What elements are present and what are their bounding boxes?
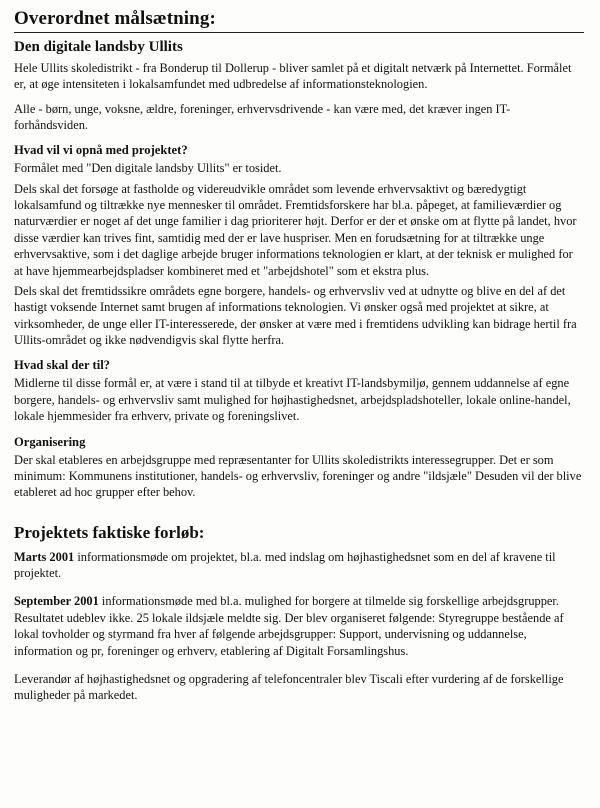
title-divider [14, 32, 584, 33]
goals-paragraph-2: Dels skal det forsøge at fastholde og videreudvikle området som levende erhvervsaktivt og bæredygtigt lokalsamfund og tiltrække nye mennesker til området. Fremtidsforskere har bl.a. påpeget, at familieværdier og naturværdier er noget af det unge familier i dag prioriterer højt. Derfor er der et ønske om at flytte på landet, hvor disse værdier kan trives fint, samtidig med der er lave huspriser. Men en forudsætning for at tiltrække unge erhvervsaktive, som i det daglige arbejde bruger informations teknologien er klart, at der teknisk er mulighed for at have hjemmearbejdspladser kombineret med et "arbejdshotel" som et ekstra plus. [14, 181, 577, 278]
timeline-text-september: informationsmøde med bl.a. mulighed for borgere at tilmelde sig forskellige arbejdsgrupper. Resultatet udeblev ikke. 25 lokale ildsjæle meldte sig. Der blev organiseret følgende: Styregruppe bestående af lokal tovholder og styrmand fra hver af følgende arbejdsgrupper: Support, undervisning og uddannelse, information og pr, foreninger og erhverv, etablering af Digitalt Forsamlingshus. [14, 594, 564, 658]
section-heading-goals: Hvad vil vi opnå med projektet? [14, 143, 188, 158]
timeline-entry-supplier: Leverandør af højhastighedsnet og opgradering af telefoncentraler blev Tiscali efter vurdering af de forskellige muligheder på markedet. [14, 671, 564, 703]
section-heading-organisation: Organisering [14, 434, 86, 449]
timeline-lead-march: Marts 2001 [14, 549, 75, 564]
goals-paragraph-1: Formålet med "Den digitale landsby Ullits" er tosidet. [14, 161, 282, 176]
requirements-paragraph-1: Midlerne til disse formål er, at være i stand til at tilbyde et kreativt IT-landsbymiljø, gennem uddannelse af egne borgere, handels- og erhvervsliv samt mulighed for højhastighedsnet, arbejdspladshoteller, lokale online-handel, lokale hjemmesider fra erhverv, private og foreningslivet. [14, 376, 571, 424]
intro-paragraph-1: Hele Ullits skoledistrikt - fra Bonderup til Dollerup - bliver samlet på et digitalt netværk på Internettet. Formålet er, at øge intensiteten i lokalsamfundet med udbredelse af informationsteknologien. [14, 60, 572, 92]
organisation-paragraph-1: Der skal etableres en arbejdsgruppe med repræsentanter for Ullits skoledistrikts interessegrupper. Det er som minimum: Kommunens institutioner, handels- og erhvervsliv, foreninger og andre "ildsjæle" Desuden vil der blive etableret ad hoc grupper efter behov. [14, 452, 582, 500]
section-heading-requirements: Hvad skal der til? [14, 358, 110, 373]
intro-paragraph-2: Alle - børn, unge, voksne, ældre, foreninger, erhvervsdrivende - kan være med, det kræver ingen IT-forhåndsviden. [14, 101, 511, 132]
page-title: Overordnet målsætning: [14, 8, 216, 29]
page-subtitle: Den digitale landsby Ullits [14, 38, 183, 55]
timeline-entry-september [14, 593, 584, 659]
timeline-entry-march [14, 549, 584, 582]
goals-paragraph-3: Dels skal det fremtidssikre områdets egne borgere, handels- og erhvervsliv ved at udnytte og blive en del af det hastigt voksende Internet samt brugen af informations teknologien. Vi ønsker også med projektet at sikre, at virksomheder, de unge eller IT-interesserede, der ønsker at være med i fremtidens udvikling kan bidrage hertil fra Ullits-området og ikke nødvendigvis skal flytte herfra. [14, 283, 577, 348]
timeline-text-march: informationsmøde om projektet, bl.a. med indslag om højhastighedsnet som en del af kravene til projektet. [14, 549, 556, 581]
timeline-lead-september: September 2001 [14, 594, 99, 609]
section-title-progress: Projektets faktiske forløb: [14, 522, 205, 542]
